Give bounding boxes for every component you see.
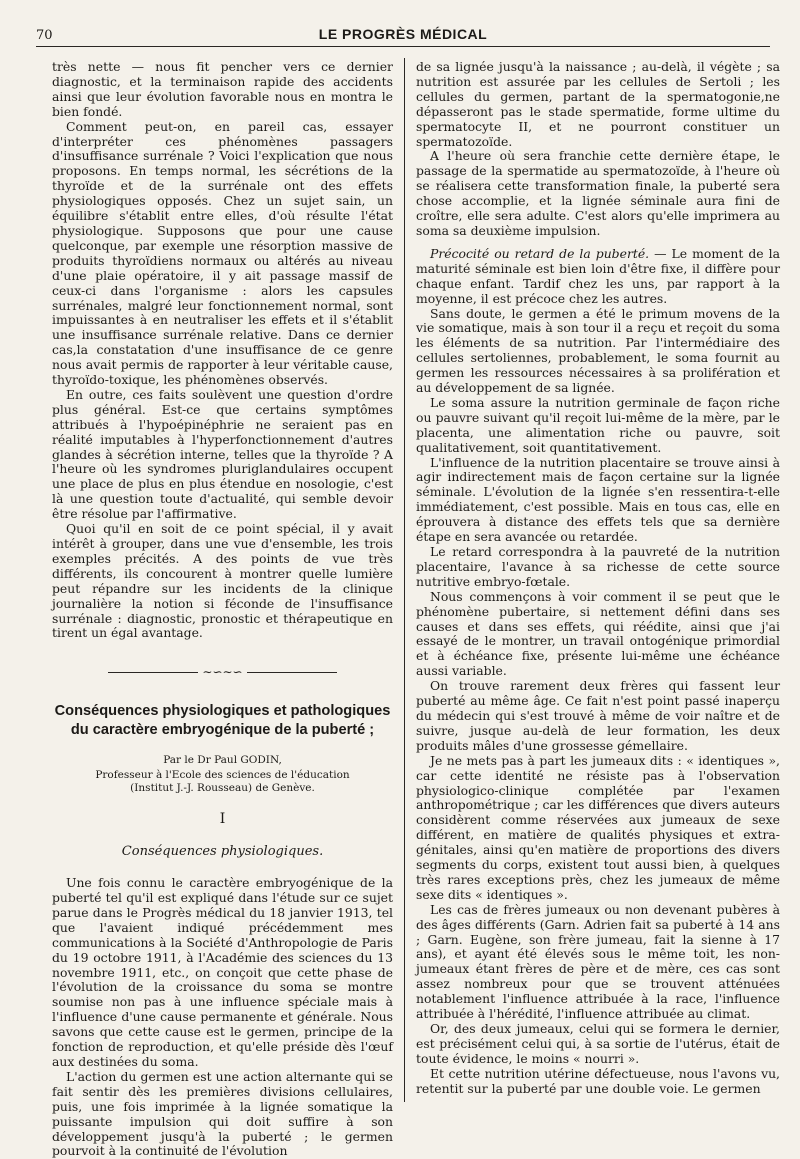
paragraph: On trouve rarement deux frères qui fassent leur puberté au même âge. Ce fait n'est point passé inaperçu du médecin qui s'est trouvé à même de voir naître et de suivre, jusque au-delà de leur formation, les deux produits mâles d'une grossesse gémellaire. bbox=[416, 678, 780, 753]
paragraph: L'action du germen est une action alternante qui se fait sentir dès les premières divisions cellulaires, puis, une fois imprimée à la lignée somatique la puissante impulsion qui doit suffire à son développement jusqu'à la puberté ; le germen pourvoit à la continuité de l'évolution bbox=[52, 1068, 393, 1159]
byline: Par le Dr Paul GODIN, bbox=[163, 754, 282, 767]
page-number: 70 bbox=[36, 28, 53, 43]
paragraph: Sans doute, le germen a été le primum movens de la vie somatique, mais à son tour il a reçu et reçoit du soma les éléments de sa nutrition. Par l'intermédiaire des cellules sertoliennes, probablement, le soma fournit au germen les ressources nécessaires à sa prolifération et au développement de sa lignée. bbox=[416, 305, 780, 396]
paragraph: Nous commençons à voir comment il se peut que le phénomène pubertaire, si nettement défini dans ses causes et dans ses effets, qui réédite, ainsi que j'ai essayé de le montrer, un travail ontogénique primordial et à échéance fixe, présente lui-même une échéance aussi variable. bbox=[416, 588, 780, 679]
section-ornament: ∼∽∼∽ bbox=[52, 665, 393, 680]
article-title: Conséquences physiologiques et pathologiques du caractère embryogénique de la puberté ; bbox=[54, 703, 391, 739]
paragraph: Et cette nutrition utérine défectueuse, nous l'avons vu, retentit sur la puberté par une double voie. Le germen bbox=[416, 1065, 780, 1096]
paragraph: très nette — nous fit pencher vers ce dernier diagnostic, et la terminaison rapide des accidents ainsi que leur évolution favorable nous en montra le bien fondé. bbox=[52, 59, 393, 119]
paragraph: de sa lignée jusqu'à la naissance ; au-delà, il végète ; sa nutrition est assurée par les cellules de Sertoli ; les cellules du germen, partant de la spermatogonie,ne dépasseront pas le stade spermatide, forme ultime du spermatocyte II, et ne pourront constituer un spermatozoïde. bbox=[416, 59, 780, 149]
column-divider bbox=[404, 58, 405, 1102]
paragraph: En outre, ces faits soulèvent une question d'ordre plus général. Est-ce que certains symptômes attribués à l'hypoépinéphrie ne seraient pas en réalité imputables à l'hyperfonctionnement d'autres glandes à sécrétion interne, telles que la thyroïde ? A l'heure où les syndromes pluriglandulaires occupent une place de plus en plus étendue en nosologie, c'est là une question toute d'actualité, qui semble devoir être résolue par l'affirmative. bbox=[52, 386, 393, 522]
lead-heading: Précocité ou retard de la puberté. bbox=[430, 245, 650, 261]
running-title: LE PROGRÈS MÉDICAL bbox=[318, 26, 488, 42]
paragraph: Les cas de frères jumeaux ou non devenant pubères à des âges différents (Garn. Adrien fait sa puberté à 14 ans ; Garn. Eugène, son frère jumeau, fait la sienne à 17 ans), et ayant été élevés sous le même toit, les non-jumeaux étant frères de père et de mère, ces cas sont assez nombreux pour que se trouvent atténuées notablement l'influence attribuée à la race, l'influence attribuée à l'hérédité, l'influence attribuée au climat. bbox=[416, 901, 780, 1022]
section-number: I bbox=[219, 811, 226, 828]
lead-text: — Le moment de la maturité séminale est bien loin d'être fixe, il diffère pour chaque enfant. Tardif chez les uns, par rapport à la moyenne, il est précoce chez les autres. bbox=[416, 245, 780, 306]
paragraph: Une fois connu le caractère embryogénique de la puberté tel qu'il est expliqué dans l'étude sur ce sujet parue dans le Progrès médical du 18 janvier 1913, tel que l'avaient indiqué précédemment mes communications à la Société d'Anthropologie de Paris du 19 octobre 1911, à l'Académie des sciences du 13 novembre 1911, etc., on conçoit que cette phase de l'évolution de la croissance du soma se montre soumise non pas à une influence spéciale mais à l'influence d'une cause permanente et générale. Nous savons que cette cause est le germen, principe de la fonction de reproduction, et qu'elle préside dès l'œuf aux destinées du soma. bbox=[52, 875, 393, 1069]
right-column bbox=[416, 60, 780, 1097]
paragraph: Or, des deux jumeaux, celui qui se formera le dernier, est précisément celui qui, à sa sortie de l'utérus, était de toute évidence, le moins « nourri ». bbox=[416, 1021, 780, 1066]
section-heading: Conséquences physiologiques. bbox=[121, 844, 324, 860]
paragraph-lead bbox=[416, 247, 780, 307]
affiliation: Professeur à l'Ecole des sciences de l'éducation bbox=[95, 769, 350, 782]
header-rule bbox=[36, 46, 770, 47]
paragraph: L'influence de la nutrition placentaire se trouve ainsi à agir indirectement mais de façon certaine sur la lignée séminale. L'évolution de la lignée s'en ressentira-t-elle immédiatement, c'est possible. Mais en tous cas, elle en éprouvera à distance des effets tels que sa dernière étape en sera avancée ou retardée. bbox=[416, 454, 780, 545]
paragraph: Quoi qu'il en soit de ce point spécial, il y avait intérêt à grouper, dans une vue d'ensemble, les trois exemples précités. A des points de vue très différents, ils concourent à montrer quelle lumière peut répandre sur les incidents de la clinique journalière la notion si féconde de l'insuffisance surrénale : diagnostic, pronostic et thérapeutique en tirent un égal avantage. bbox=[52, 521, 393, 641]
paragraph: Le retard correspondra à la pauvreté de la nutrition placentaire, l'avance à sa richesse de cette source nutritive embryo-fœtale. bbox=[416, 544, 780, 589]
page-header bbox=[36, 26, 770, 48]
paragraph: Comment peut-on, en pareil cas, essayer d'interpréter ces phénomènes passagers d'insuffisance surrénale ? Voici l'explication que nous proposons. En temps normal, les sécrétions de la thyroïde et de la surrénale ont des effets physiologiques opposés. Chez un sujet sain, un équilibre s'établit entre elles, d'où résulte l'état physiologique. Supposons que pour une cause quelconque, par exemple une résorption massive de produits thyroïdiens normaux ou altérés au niveau d'une plaie opératoire, il y ait passage massif de ceux-ci dans l'organisme : alors les capsules surrénales, malgré leur fonctionnement normal, sont impuissantes à en neutraliser les effets et il s'établit une insuffisance surrénale relative. Dans ce dernier cas,la constatation d'une insuffisance de ce genre nous avait permis de rapporter à leur véritable cause, thyroïdo-toxique, les phénomènes observés. bbox=[52, 118, 393, 388]
affiliation: (Institut J.-J. Rousseau) de Genève. bbox=[130, 781, 315, 794]
left-column bbox=[52, 60, 393, 1159]
paragraph: A l'heure où sera franchie cette dernière étape, le passage de la spermatide au spermatozoïde, à l'heure où se réalisera cette transformation finale, la puberté sera chose accomplie, et la lignée séminale aura fini de croître, elle sera adulte. C'est alors qu'elle imprimera au soma sa deuxième impulsion. bbox=[416, 148, 780, 238]
paragraph: Le soma assure la nutrition germinale de façon riche ou pauvre suivant qu'il reçoit lui-même de la mère, par le placenta, une alimentation riche ou pauvre, soit qualitativement, soit quantitativement. bbox=[416, 394, 780, 455]
paragraph: Je ne mets pas à part les jumeaux dits : « identiques », car cette identité ne résiste pas à l'observation physiologico-clinique complétée par l'examen anthropométrique ; car les différences que divers auteurs considèrent comme réservées aux jumeaux de sexe différent, en matière de qualités physiques et extra-génitales, ainsi qu'en matière de proportions des divers segments du corps, existent tout aussi bien, à quelques très rares exceptions près, chez les jumeaux de même sexe dits « identiques ». bbox=[416, 752, 780, 902]
